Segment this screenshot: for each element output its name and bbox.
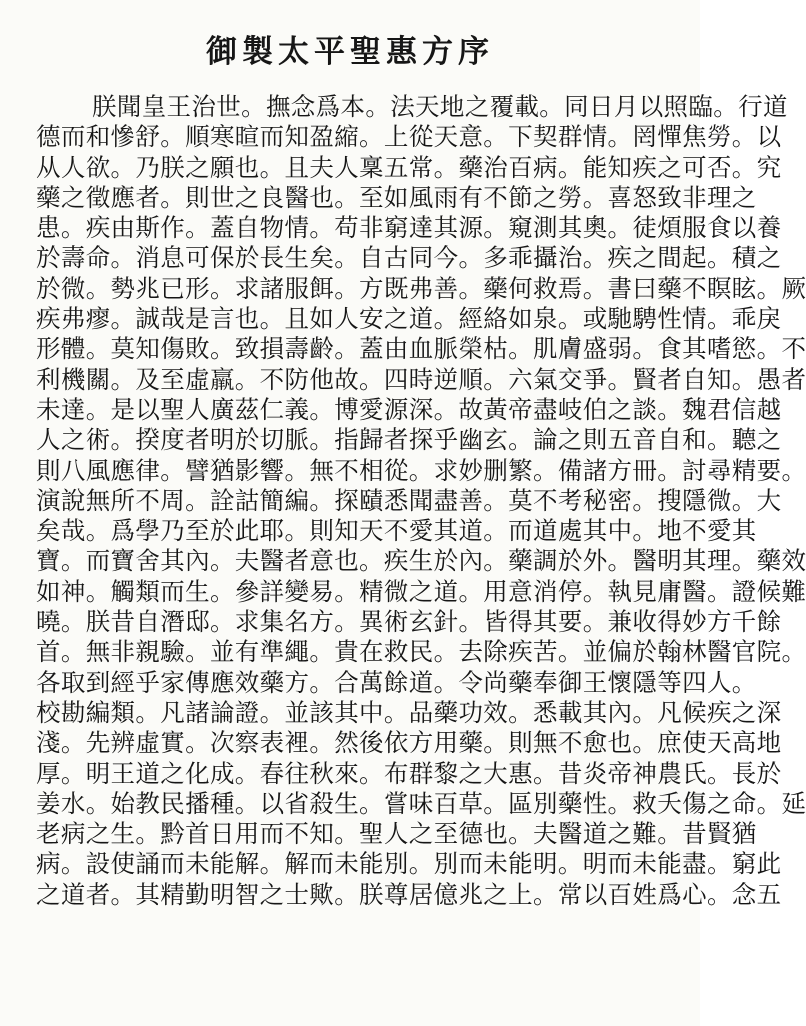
text-line: 如神。觸類而生。參詳變易。精微之道。用意消停。執見庸醫。證候難 — [36, 576, 806, 606]
text-line: 各取到經乎家傳應效藥方。合萬餘道。令尚藥奉御王懷隱等四人。 — [36, 667, 757, 697]
text-line: 厚。明王道之化成。春往秋來。布群黎之大惠。昔炎帝神農氏。長於 — [36, 758, 782, 788]
text-line: 病。設使誦而未能解。解而未能別。別而未能明。明而未能盡。窮此 — [36, 849, 782, 879]
preface-body — [36, 92, 806, 910]
text-line: 於壽命。消息可保於長生矣。自古同今。多乖攝治。疾之間起。積之 — [36, 243, 782, 273]
text-line: 人之術。揆度者明於切脈。指歸者探乎幽玄。論之則五音自和。聽之 — [36, 425, 782, 455]
text-line: 之道者。其精勤明智之士歟。朕尊居億兆之上。常以百姓爲心。念五 — [36, 879, 782, 909]
text-line: 患。疾由斯作。蓋自物情。苟非窮達其源。窺測其奧。徒煩服食以養 — [36, 213, 782, 243]
text-line: 寶。而寶舍其內。夫醫者意也。疾生於內。藥調於外。醫明其理。藥效 — [36, 546, 806, 576]
text-line: 未達。是以聖人廣茲仁義。博愛源深。故黃帝盡岐伯之談。魏君信越 — [36, 394, 782, 424]
text-line: 疾弗瘳。誠哉是言也。且如人安之道。經絡如泉。或馳騁性情。乖戾 — [36, 304, 782, 334]
text-line: 姜水。始教民播種。以省殺生。嘗味百草。區別藥性。救夭傷之命。延 — [36, 788, 806, 818]
text-line: 演說無所不周。詮詁簡編。探賾悉聞盡善。莫不考秘密。搜隱微。大 — [36, 485, 782, 515]
text-line: 形體。莫知傷敗。致損壽齡。蓋由血脈榮枯。肌膚盛弱。食其嗜慾。不 — [36, 334, 806, 364]
text-line: 曉。朕昔自潛邸。求集名方。異術玄針。皆得其要。兼收得妙方千餘 — [36, 607, 782, 637]
text-line: 矣哉。爲學乃至於此耶。則知天不愛其道。而道處其中。地不愛其 — [36, 516, 757, 546]
text-line: 則八風應律。譬猶影響。無不相從。求妙删繁。備諸方冊。討尋精要。 — [36, 455, 806, 485]
text-line: 朕聞皇王治世。撫念爲本。法天地之覆載。同日月以照臨。行道 — [92, 92, 788, 121]
text-line: 於微。勢兆已形。求諸服餌。方既弗善。藥何救焉。書曰藥不瞑眩。厥 — [36, 273, 806, 303]
text-line: 从人欲。乃朕之願也。且夫人稟五常。藥治百病。能知疾之可否。究 — [36, 152, 782, 182]
text-line: 老病之生。黔首日用而不知。聖人之至德也。夫醫道之難。昔賢猶 — [36, 819, 757, 849]
text-line: 校勘編類。凡諸論證。並該其中。品藥功效。悉載其內。凡候疾之深 — [36, 697, 782, 727]
document-title: 御製太平聖惠方序 — [206, 34, 494, 70]
text-line: 藥之徵應者。則世之良醫也。至如風雨有不節之勞。喜怒致非理之 — [36, 182, 757, 212]
text-line: 利機關。及至虛羸。不防他故。四時逆順。六氣交爭。賢者自知。愚者 — [36, 364, 806, 394]
text-line: 德而和慘舒。順寒暄而知盈縮。上從天意。下契群情。罔憚焦勞。以 — [36, 122, 782, 152]
text-line: 淺。先辨虛實。次察表裡。然後依方用藥。則無不愈也。庶使天高地 — [36, 728, 782, 758]
text-line: 首。無非親驗。並有準繩。貴在救民。去除疾苦。並偏於翰林醫官院。 — [36, 637, 806, 667]
